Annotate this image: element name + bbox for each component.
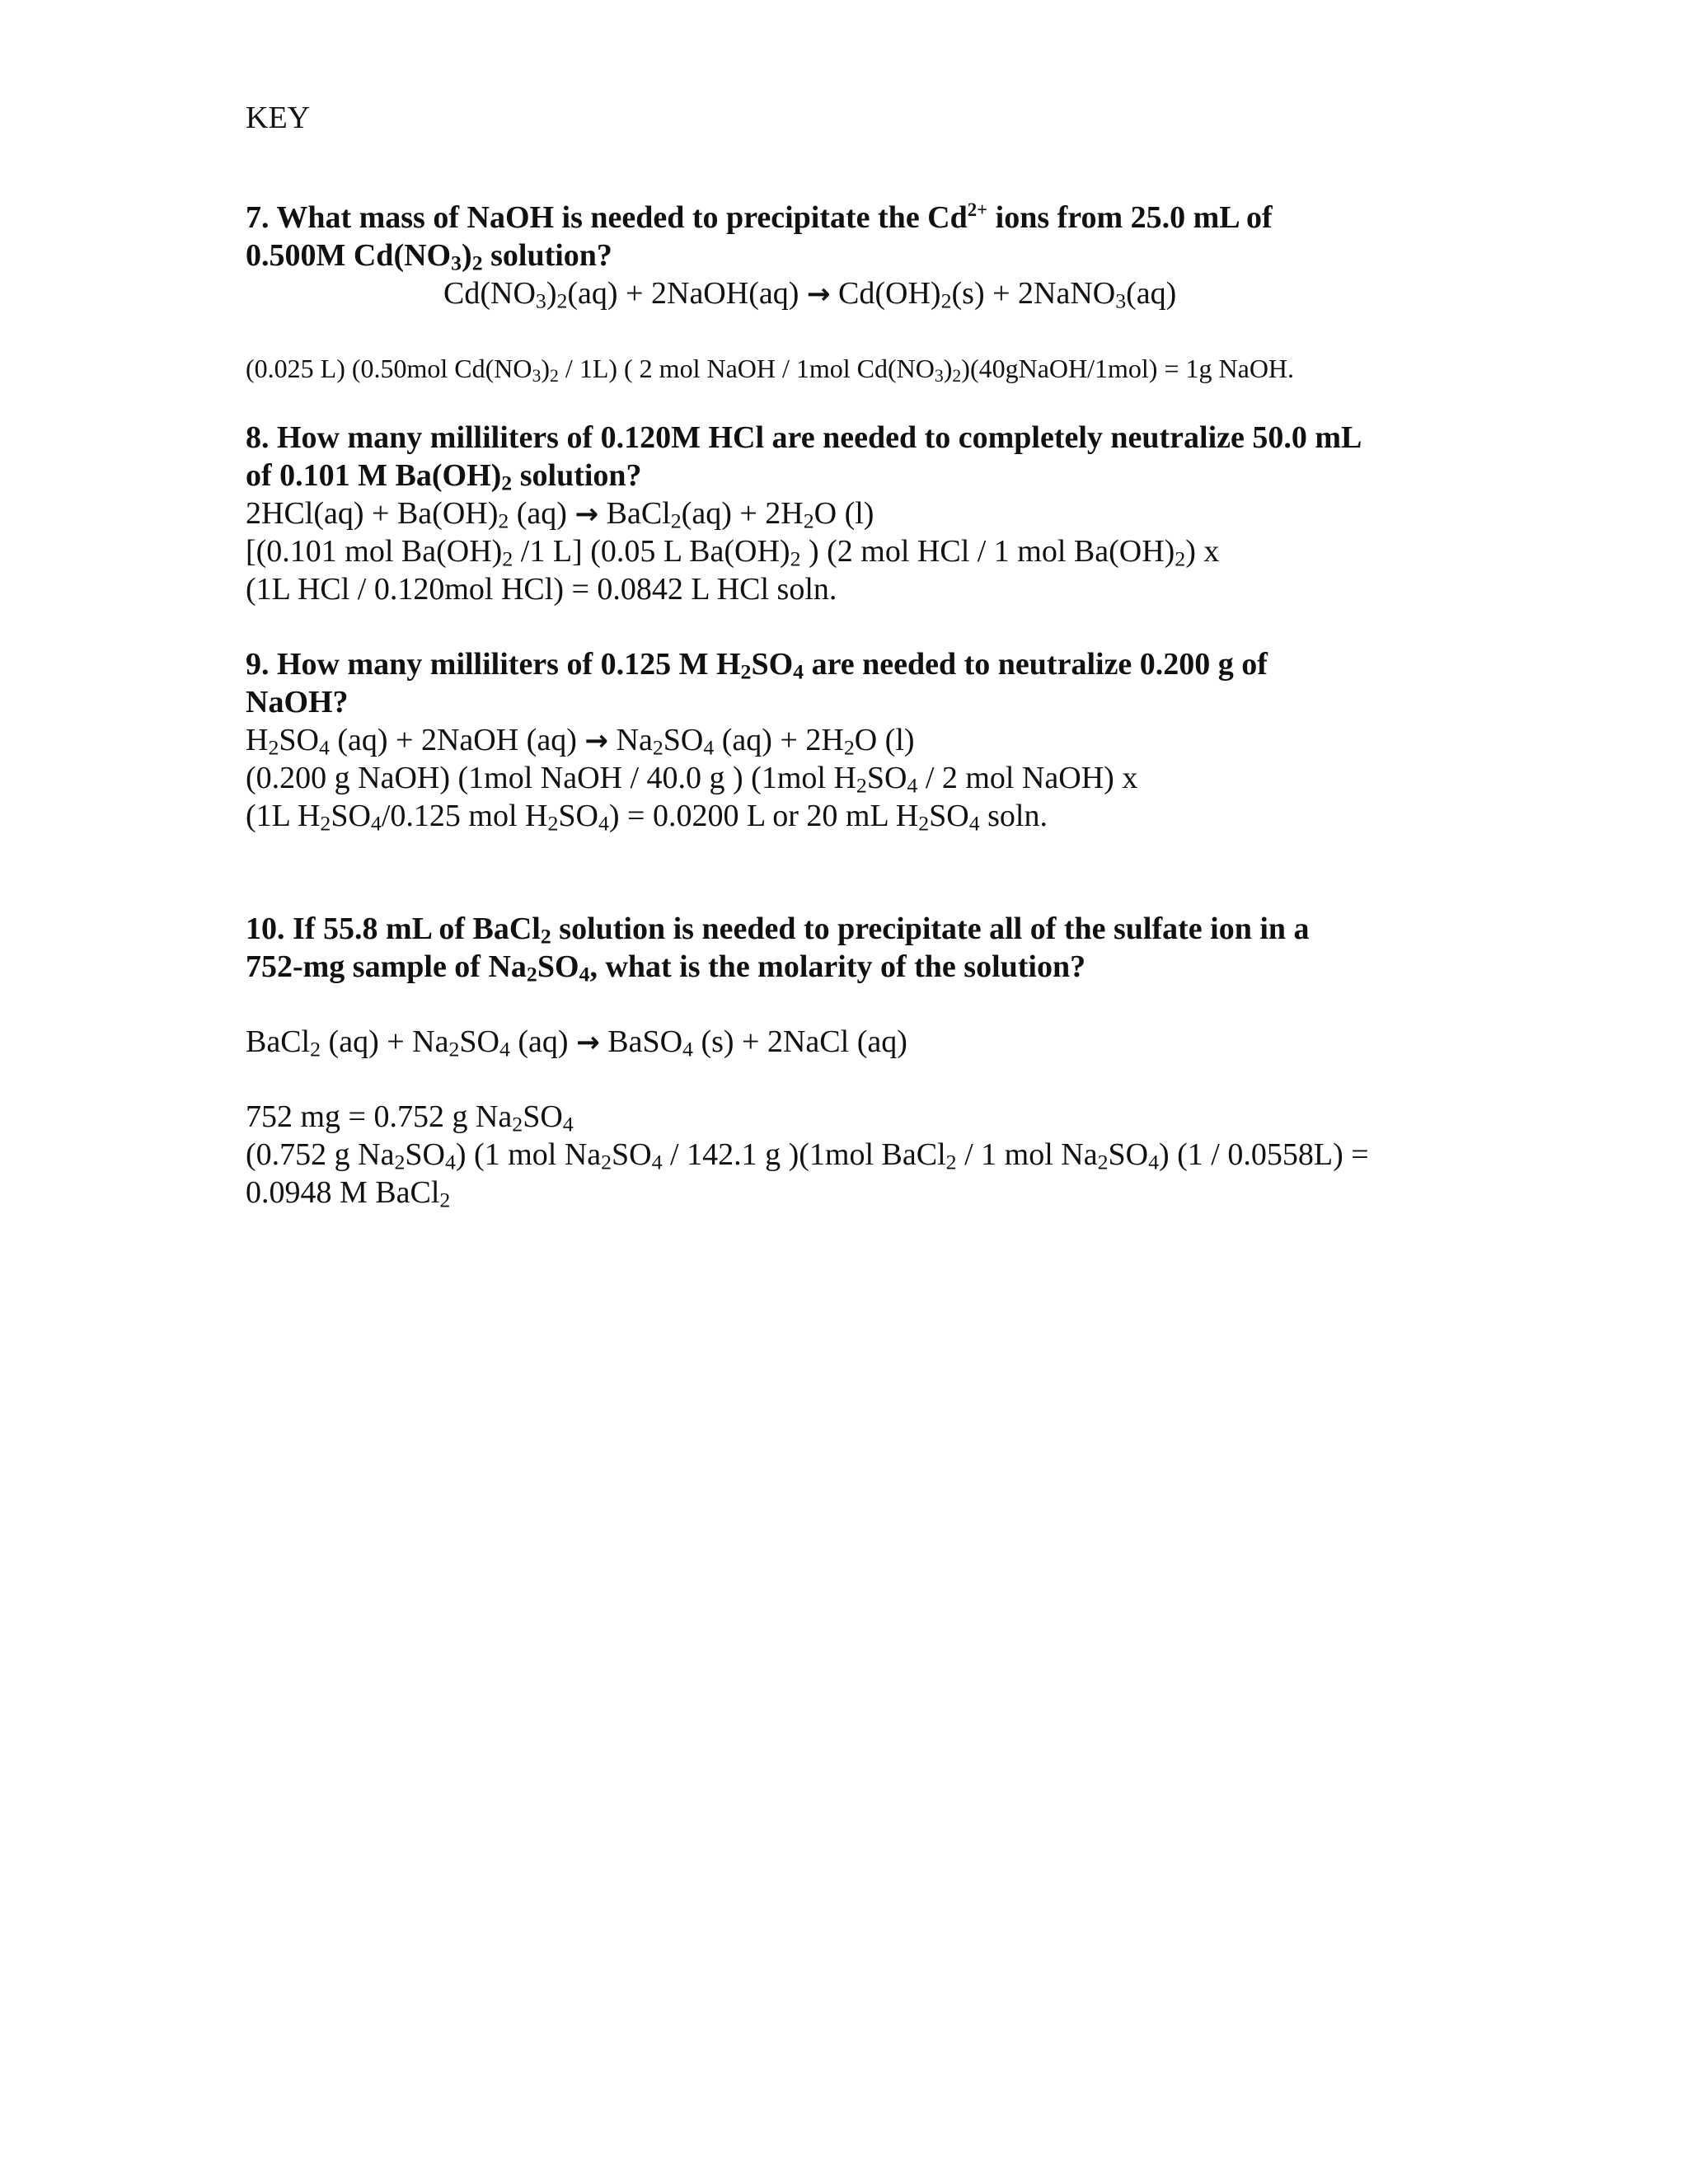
subscript: 4	[703, 735, 715, 760]
subscript: 2	[526, 962, 537, 987]
text-run: Cd(NO	[443, 276, 536, 311]
q7-question-text-b: ions from 25.0 mL of	[987, 200, 1273, 235]
subscript: 2	[448, 1037, 460, 1062]
q7-question-text-d: )	[462, 238, 472, 273]
q7-sub-2: 2	[471, 251, 483, 275]
key-header: KEY	[246, 101, 311, 135]
text-run: solution is needed to precipitate all of the sulfate ion in a	[551, 912, 1310, 946]
q9-question-line-1	[246, 645, 1268, 683]
q7-number: 7.	[246, 200, 270, 235]
text-run: ) (1 mol Na	[455, 1137, 602, 1172]
text-run: SO	[558, 799, 598, 833]
q8-work-line-2	[246, 570, 837, 608]
subscript: 2	[803, 509, 814, 533]
text-run: BaCl	[598, 496, 671, 531]
text-run: SO	[751, 647, 794, 682]
text-run: (0.025 L) (0.50mol Cd(NO	[246, 354, 532, 383]
text-run: (0.752 g Na	[246, 1137, 395, 1172]
text-run: (s) + 2NaCl (aq)	[692, 1024, 907, 1059]
text-run: SO	[612, 1137, 652, 1172]
q7-sub-3: 3	[451, 251, 462, 275]
reaction-arrow-icon: →	[806, 278, 831, 311]
text-run: 0.0948 M BaCl	[246, 1175, 440, 1210]
subscript: 2	[550, 365, 559, 386]
text-run: O (l)	[814, 496, 874, 531]
text-run: /0.125 mol H	[381, 799, 548, 833]
q7-work	[246, 349, 1294, 387]
subscript: 2	[1097, 1150, 1109, 1174]
reaction-arrow-icon: →	[576, 1026, 600, 1059]
text-run: , what is the molarity of the solution?	[589, 949, 1086, 984]
subscript: 2	[394, 1150, 406, 1174]
text-run: (aq)	[509, 496, 575, 531]
text-run: (aq) + 2H	[681, 496, 804, 531]
subscript: 2	[512, 1112, 523, 1137]
q7-equation	[443, 274, 1176, 313]
q8-work-line-1	[246, 532, 1219, 570]
text-run: )	[546, 276, 557, 311]
text-run: 9. How many milliliters of 0.125 M H	[246, 647, 741, 682]
subscript: 2	[501, 471, 513, 495]
text-run: 10. If 55.8 mL of BaCl	[246, 912, 541, 946]
subscript: 2	[945, 1150, 957, 1174]
q7-question-line-1	[246, 199, 1273, 237]
subscript: 2	[556, 288, 568, 313]
subscript: 2	[502, 546, 513, 571]
text-run: SO	[279, 723, 319, 757]
text-run: O (l)	[854, 723, 915, 757]
text-run: (aq) + 2NaOH(aq)	[567, 276, 807, 311]
text-run: soln.	[979, 799, 1048, 833]
subscript: 4	[370, 811, 382, 836]
text-run: 752 mg = 0.752 g Na	[246, 1099, 513, 1134]
subscript: 4	[598, 811, 609, 836]
q7-cd-charge: 2+	[967, 199, 988, 220]
text-run: BaSO	[599, 1024, 683, 1059]
subscript: 2	[790, 546, 801, 571]
subscript: 2	[952, 365, 962, 386]
subscript: 2	[268, 735, 279, 760]
text-run: (1L HCl / 0.120mol HCl) = 0.0842 L HCl soln.	[246, 572, 837, 607]
text-run: SO	[459, 1024, 499, 1059]
text-run: )	[943, 354, 953, 383]
subscript: 2	[652, 735, 663, 760]
text-run: )(40gNaOH/1mol) = 1g NaOH.	[961, 354, 1295, 383]
subscript: 4	[318, 735, 330, 760]
text-run: of 0.101 M Ba(OH)	[246, 458, 502, 493]
q10-question-line-2	[246, 948, 1085, 986]
text-run: H	[246, 723, 269, 757]
text-run: ) (1 / 0.0558L) =	[1158, 1137, 1369, 1172]
subscript: 4	[907, 773, 918, 798]
subscript: 2	[439, 1188, 451, 1212]
text-run: ) x	[1185, 534, 1220, 569]
text-run: 8. How many milliliters of 0.120M HCl are needed to completely neutralize 50.0 mL	[246, 420, 1362, 455]
text-run: BaCl	[246, 1024, 311, 1059]
subscript: 2	[547, 811, 559, 836]
q9-equation	[246, 721, 915, 760]
q7-question-text-c: 0.500M Cd(NO	[246, 238, 452, 273]
text-run: ) = 0.0200 L or 20 mL H	[608, 799, 919, 833]
subscript: 3	[532, 365, 542, 386]
text-run: / 1L) ( 2 mol NaOH / 1mol Cd(NO	[558, 354, 935, 383]
text-run: are needed to neutralize 0.200 g of	[804, 647, 1268, 682]
subscript: 2	[540, 924, 551, 949]
text-run: (aq) + 2H	[714, 723, 844, 757]
text-run: [(0.101 mol Ba(OH)	[246, 534, 503, 569]
subscript: 2	[856, 773, 867, 798]
text-run: SO	[537, 949, 579, 984]
subscript: 3	[535, 288, 546, 313]
text-run: / 142.1 g )(1mol BaCl	[662, 1137, 946, 1172]
reaction-arrow-icon: →	[574, 498, 599, 531]
subscript: 2	[940, 288, 952, 313]
subscript: 3	[1115, 288, 1127, 313]
text-run: (s) + 2NaNO	[951, 276, 1116, 311]
subscript: 2	[740, 659, 752, 684]
subscript: 4	[579, 962, 590, 987]
text-run: SO	[866, 761, 907, 795]
text-run: Cd(OH)	[830, 276, 941, 311]
subscript: 3	[934, 365, 944, 386]
q9-question-line-2	[246, 683, 349, 721]
text-run: (0.200 g NaOH) (1mol NaOH / 40.0 g ) (1mol H	[246, 761, 856, 795]
text-run: (aq)	[1126, 276, 1177, 311]
q8-equation	[246, 494, 874, 533]
reaction-arrow-icon: →	[584, 724, 609, 757]
q9-work-line-2	[246, 797, 1048, 835]
text-run: NaOH?	[246, 685, 349, 719]
subscript: 4	[682, 1037, 693, 1062]
answer-key-page	[246, 0, 1482, 2184]
subscript: 4	[444, 1150, 456, 1174]
text-run: SO	[331, 799, 371, 833]
subscript: 4	[651, 1150, 663, 1174]
text-run: SO	[929, 799, 969, 833]
text-run: solution?	[512, 458, 642, 493]
subscript: 4	[499, 1037, 510, 1062]
text-run: (aq) + Na	[321, 1024, 449, 1059]
text-run: /1 L] (0.05 L Ba(OH)	[513, 534, 790, 569]
subscript: 2	[670, 509, 682, 533]
text-run: 752-mg sample of Na	[246, 949, 527, 984]
text-run: SO	[1108, 1137, 1149, 1172]
q7-question-text-a: What mass of NaOH is needed to precipitate the Cd	[276, 200, 968, 235]
q9-work-line-1	[246, 759, 1137, 797]
subscript: 4	[1148, 1150, 1159, 1174]
q10-question-line-1	[246, 910, 1310, 948]
text-run: 2HCl(aq) + Ba(OH)	[246, 496, 499, 531]
subscript: 4	[562, 1112, 574, 1137]
subscript: 4	[968, 811, 980, 836]
text-run: (1L H	[246, 799, 321, 833]
subscript: 2	[1175, 546, 1186, 571]
q10-work-line-1	[246, 1098, 574, 1136]
text-run: (aq) + 2NaOH (aq)	[329, 723, 585, 757]
subscript: 4	[793, 659, 804, 684]
text-run: )	[541, 354, 551, 383]
text-run: / 1 mol Na	[956, 1137, 1098, 1172]
q8-question-line-2	[246, 457, 642, 494]
q7-question-line-2	[246, 237, 612, 274]
text-run: ) (2 mol HCl / 1 mol Ba(OH)	[800, 534, 1175, 569]
q10-work-line-2	[246, 1136, 1369, 1174]
subscript: 2	[320, 811, 331, 836]
subscript: 2	[843, 735, 855, 760]
subscript: 2	[310, 1037, 321, 1062]
q10-equation	[246, 1023, 907, 1062]
subscript: 2	[601, 1150, 612, 1174]
q8-question-line-1	[246, 419, 1362, 457]
text-run: SO	[405, 1137, 445, 1172]
text-run: SO	[663, 723, 704, 757]
subscript: 2	[918, 811, 930, 836]
text-run: / 2 mol NaOH) x	[917, 761, 1138, 795]
subscript: 2	[498, 509, 509, 533]
q7-question-text-e: solution?	[482, 238, 612, 273]
q10-work-line-3	[246, 1174, 450, 1212]
text-run: SO	[523, 1099, 563, 1134]
text-run: Na	[608, 723, 653, 757]
text-run: (aq)	[509, 1024, 577, 1059]
